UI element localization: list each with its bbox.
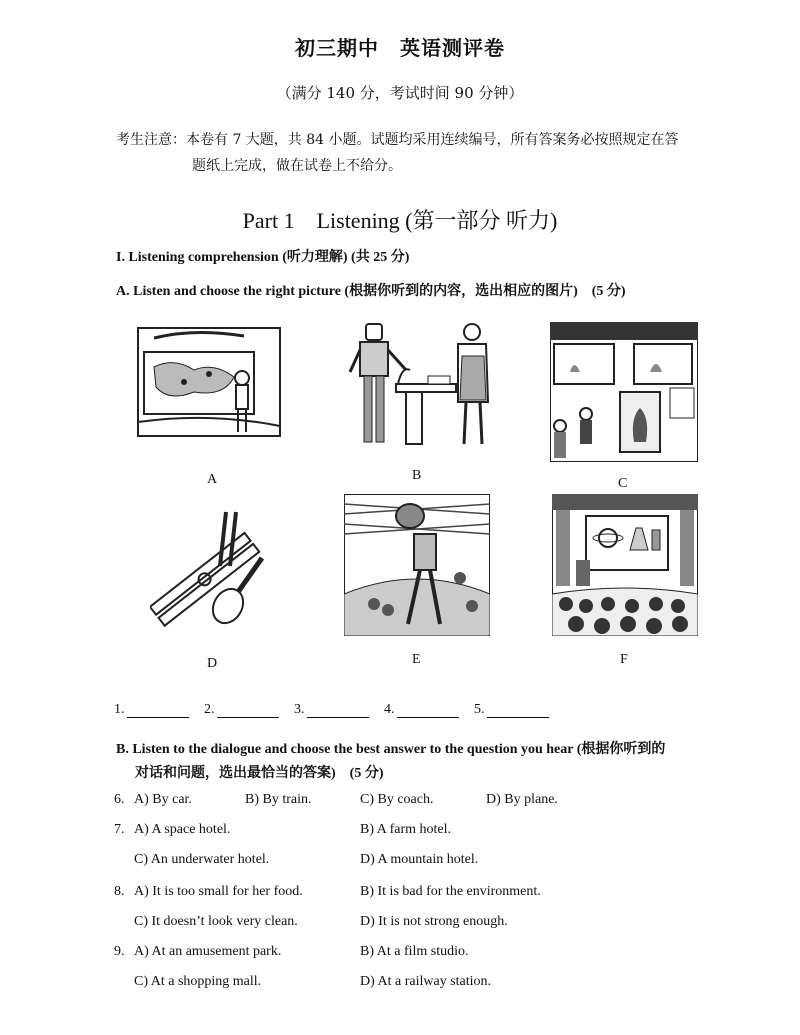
robot-cooking-icon — [346, 322, 496, 450]
picture-e — [344, 494, 490, 636]
option-b: B) A farm hotel. — [360, 822, 451, 837]
option-d: D) A mountain hotel. — [360, 852, 479, 867]
exam-notice — [116, 127, 756, 179]
option-d: D) It is not strong enough. — [360, 914, 508, 929]
option-a: A) At an amusement park. — [134, 944, 282, 959]
picture-d — [150, 506, 272, 634]
picture-letter-e: E — [412, 652, 421, 667]
option-d: D) By plane. — [486, 792, 558, 807]
museum-icon — [550, 322, 698, 462]
part-heading: Part 1 Listening (第一部分 听力) — [242, 208, 558, 233]
answer-blank-5[interactable] — [487, 703, 549, 718]
option-c: C) An underwater hotel. — [134, 852, 270, 867]
section-b-line-2: 对话和问题，选出最恰当的答案) (5 分) — [135, 766, 384, 781]
science-lecture-icon — [552, 494, 698, 636]
chopsticks-spoon-icon — [150, 506, 272, 634]
picture-f — [552, 494, 698, 636]
picture-c — [550, 322, 698, 462]
blank-label-3: 3. — [294, 702, 305, 717]
section-heading-b — [116, 738, 776, 786]
option-c: C) It doesn’t look very clean. — [134, 914, 298, 929]
section-b-line-1: B. Listen to the dialogue and choose the best answer to the question you hear (根据你听到的 — [116, 742, 666, 757]
option-c: C) At a shopping mall. — [134, 974, 262, 989]
blank-label-1: 1. — [114, 702, 125, 717]
blank-label-5: 5. — [474, 702, 485, 717]
option-d: D) At a railway station. — [360, 974, 492, 989]
answer-blank-1[interactable] — [127, 703, 189, 718]
map-presentation-icon — [134, 322, 284, 444]
question-number: 6. — [114, 792, 125, 807]
picture-letter-f: F — [620, 652, 628, 667]
picture-letter-b: B — [412, 468, 422, 483]
picture-b — [346, 322, 496, 450]
blank-label-2: 2. — [204, 702, 215, 717]
option-b: B) It is bad for the environment. — [360, 884, 541, 899]
picture-letter-c: C — [618, 476, 628, 491]
answer-blank-3[interactable] — [307, 703, 369, 718]
question-number: 7. — [114, 822, 125, 837]
option-a: A) A space hotel. — [134, 822, 231, 837]
section-heading-i: I. Listening comprehension (听力理解) (共 25 分) — [116, 250, 410, 265]
answer-blanks — [114, 702, 561, 718]
exam-subtitle: （满分 140 分，考试时间 90 分钟） — [276, 84, 524, 102]
option-c: C) By coach. — [360, 792, 434, 807]
section-heading-a: A. Listen and choose the right picture (根据你听到的内容，选出相应的图片) (5 分) — [116, 284, 626, 299]
option-b: B) At a film studio. — [360, 944, 469, 959]
option-a: A) It is too small for her food. — [134, 884, 303, 899]
picture-letter-a: A — [207, 472, 218, 487]
robot-race-icon — [344, 494, 490, 636]
answer-blank-2[interactable] — [217, 703, 279, 718]
blank-label-4: 4. — [384, 702, 395, 717]
answer-blank-4[interactable] — [397, 703, 459, 718]
option-a: A) By car. — [134, 792, 192, 807]
option-b: B) By train. — [245, 792, 312, 807]
picture-letter-d: D — [207, 656, 218, 671]
exam-title: 初三期中 英语测评卷 — [295, 36, 505, 60]
question-number: 8. — [114, 884, 125, 899]
notice-line-1: 考生注意：本卷有 7 大题，共 84 小题。试题均采用连续编号，所有答案务必按照规定在答 — [116, 132, 679, 148]
notice-line-2: 题纸上完成，做在试卷上不给分。 — [192, 158, 402, 174]
picture-a — [134, 322, 284, 444]
question-number: 9. — [114, 944, 125, 959]
